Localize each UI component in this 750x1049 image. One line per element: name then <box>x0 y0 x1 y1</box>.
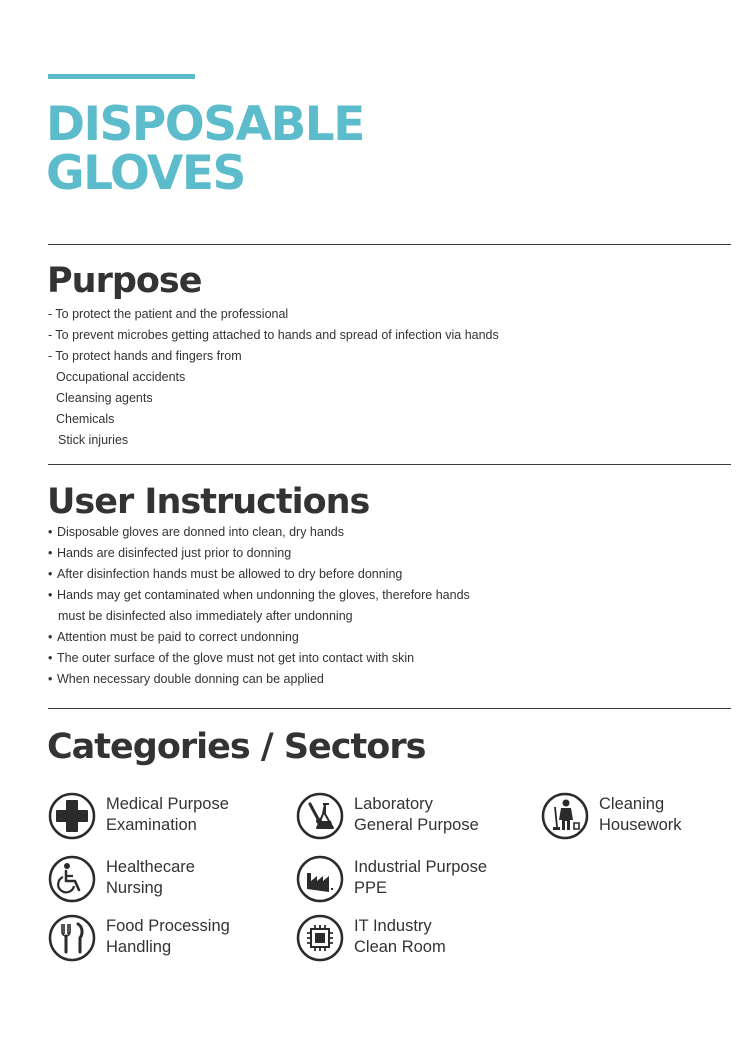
category-subname: Housework <box>599 816 682 834</box>
category-label <box>354 857 487 899</box>
category-label <box>106 794 229 836</box>
category-food-processing <box>48 914 230 962</box>
category-subname: Examination <box>106 816 197 834</box>
instruction-item <box>48 543 470 564</box>
category-cleaning <box>541 792 682 840</box>
section-divider <box>48 244 731 245</box>
instruction-text: must be disinfected also immediately after undonning <box>58 609 353 623</box>
category-name: IT Industry <box>354 917 432 935</box>
factory-icon <box>296 855 344 903</box>
category-label <box>354 794 479 836</box>
instruction-text: After disinfection hands must be allowed to dry before donning <box>57 567 403 581</box>
cleaning-person-icon <box>541 792 589 840</box>
purpose-subitem: Cleansing agents <box>56 391 153 405</box>
bullet: • <box>48 567 53 581</box>
instruction-item <box>48 564 470 585</box>
instruction-text: The outer surface of the glove must not get into contact with skin <box>57 651 415 665</box>
category-name: Industrial Purpose <box>354 858 487 876</box>
category-healthcare <box>48 855 195 903</box>
category-it-industry <box>296 914 446 962</box>
instruction-item <box>48 648 470 669</box>
category-medical <box>48 792 229 840</box>
category-subname: Handling <box>106 938 172 956</box>
page-title-line1: DISPOSABLE <box>46 97 364 152</box>
category-subname: Clean Room <box>354 938 446 956</box>
purpose-subitem: Occupational accidents <box>56 370 186 384</box>
category-name: Food Processing <box>106 917 230 935</box>
instruction-text: When necessary double donning can be applied <box>57 672 324 686</box>
instructions-heading: User Instructions <box>47 482 370 522</box>
category-subname: PPE <box>354 879 388 897</box>
instructions-list <box>48 522 470 690</box>
category-industrial <box>296 855 487 903</box>
bullet: • <box>48 588 53 602</box>
medical-cross-icon <box>48 792 96 840</box>
microchip-icon <box>296 914 344 962</box>
categories-heading: Categories / Sectors <box>47 727 426 767</box>
purpose-item: - To protect hands and fingers from <box>48 349 242 363</box>
instruction-item <box>48 627 470 648</box>
category-label <box>599 794 682 836</box>
bullet: • <box>48 525 53 539</box>
category-name: Cleaning <box>599 795 665 813</box>
purpose-heading: Purpose <box>47 261 202 301</box>
category-name: Medical Purpose <box>106 795 229 813</box>
category-subname: General Purpose <box>354 816 479 834</box>
section-divider <box>48 708 731 709</box>
instruction-text: Disposable gloves are donned into clean, dry hands <box>57 525 344 539</box>
category-name: Healthecare <box>106 858 195 876</box>
category-label <box>354 916 446 958</box>
title-accent-bar <box>48 74 195 79</box>
purpose-subitem: Stick injuries <box>58 433 129 447</box>
purpose-list <box>48 304 499 451</box>
instruction-text: Attention must be paid to correct undonning <box>57 630 299 644</box>
instruction-text: Hands are disinfected just prior to donning <box>57 546 292 560</box>
section-divider <box>48 464 731 465</box>
instruction-item <box>48 669 470 690</box>
wheelchair-icon <box>48 855 96 903</box>
purpose-item: - To protect the patient and the professional <box>48 307 289 321</box>
bullet: • <box>48 651 53 665</box>
page-title <box>46 97 446 201</box>
purpose-item: - To prevent microbes getting attached to hands and spread of infection via hands <box>48 328 499 342</box>
instruction-item <box>48 522 470 543</box>
category-name: Laboratory <box>354 795 433 813</box>
instruction-text: Hands may get contaminated when undonning the gloves, therefore hands <box>57 588 470 602</box>
page-title-line2: GLOVES <box>46 146 245 201</box>
bullet: • <box>48 672 53 686</box>
category-laboratory <box>296 792 479 840</box>
instruction-item <box>48 585 470 606</box>
purpose-subitem: Chemicals <box>56 412 115 426</box>
instruction-item-continued <box>48 606 470 627</box>
fork-knife-icon <box>48 914 96 962</box>
category-label <box>106 857 195 899</box>
laboratory-flask-icon <box>296 792 344 840</box>
bullet: • <box>48 630 53 644</box>
bullet: • <box>48 546 53 560</box>
category-subname: Nursing <box>106 879 163 897</box>
category-label <box>106 916 230 958</box>
